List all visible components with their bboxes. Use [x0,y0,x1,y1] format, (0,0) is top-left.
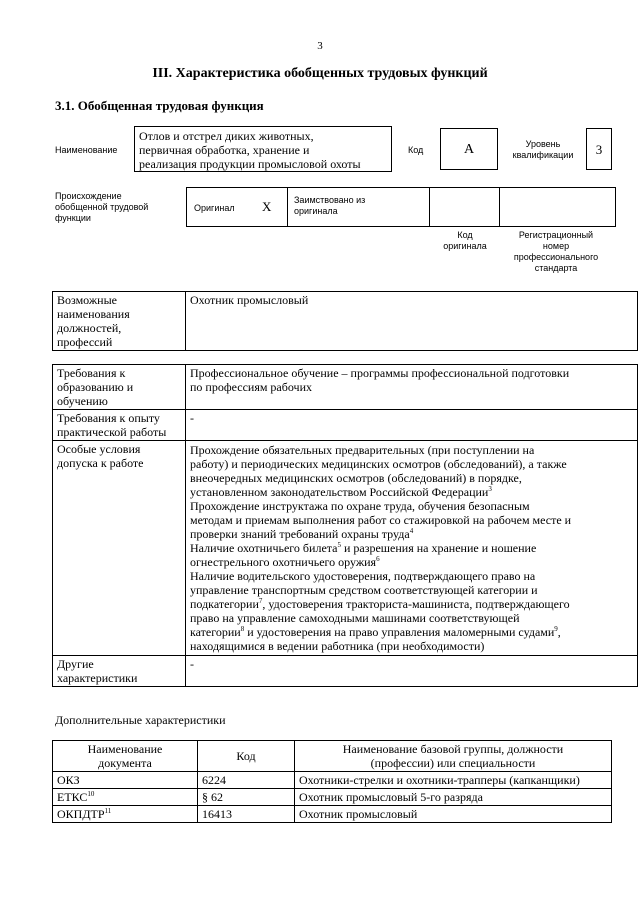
positions-value: Охотник промысловый [186,292,638,351]
level-label: Уровень квалификации [512,139,574,160]
experience-value: - [186,410,638,441]
experience-label: Требования к опыту практической работы [53,410,186,441]
section-title: III. Характеристика обобщенных трудовых функций [152,66,488,81]
header-document: Наименование документа [53,741,198,772]
footnote-ref: 5 [337,541,341,549]
doc-cell: ОКПДТР$^{11}$ [53,806,198,823]
function-name-line: реализация продукции промысловой охоты [139,157,361,171]
code-value: А [440,128,498,170]
function-name-line: первичная обработка, хранение и [139,143,310,157]
footnote-ref: 7 [258,597,263,605]
original-mark: Х [262,199,272,214]
footnote-ref: 9 [554,625,558,633]
code-cell: § 62 [198,789,295,806]
footnote-ref: 8 [240,625,245,633]
origin-grid [186,187,616,227]
subsection-title: 3.1. Обобщенная трудовая функция [55,98,264,113]
origin-label: Происхождение обобщенной трудовой функции [55,191,149,223]
page-number: 3 [317,40,323,52]
other-value: - [186,656,638,687]
function-name-line: Отлов и отстрел диких животных, [139,129,314,143]
name-cell: Охотники-стрелки и охотники-траппеpы (капканщики) [295,772,612,789]
borrowed-label: Заимствовано из оригинала [294,195,366,216]
education-value: Профессиональное обучение – программы профессиональной подготовки по профессиям рабочих [186,365,638,410]
reg-number-caption: Регистрационный номер профессионального стандарта [513,230,599,273]
footnote-ref: 4 [409,527,414,535]
education-label: Требования к образованию и обучению [53,365,186,410]
other-label: Другие характеристики [53,656,186,687]
original-label: Оригинал [194,203,235,213]
footnote-ref: 6 [376,555,380,563]
table-row [53,806,612,823]
table-row [53,772,612,789]
table-row [53,789,612,806]
code-cell: 6224 [198,772,295,789]
function-name-box [134,126,392,172]
code-label: Код [408,145,424,155]
special-conditions: Прохождение обязательных предварительных (при поступлении на работу) и периодических медицинских осмотров (обследований), а также внеочередных медицинских осмотров (обследований) в порядке, установленном законодательством Российской Федерации$^3$ Прохождение инструктажа по охране труда, обучения безопасным методам и приемам выполнения работ со стажировкой на рабочем месте и проверки знаний требований охраны труда$^4$ Наличие охотничьего билета$^5$ и разрешения на хранение и ношение огнестрельного охотничьего оружия$^6$ Наличие водительского удостоверения, подтверждающего право на управление транспортным средством соответствующей категории и подкатегории$^7$, удостоверения тракториста-машиниста, подтверждающего право на управление самоходными машинами соответствующей категории$^8$ и удостоверения на право управления маломерными судами$^9$, находящимися в ведении работника (при необходимости) [186,441,638,656]
code-original-caption: Код оригинала [443,230,487,251]
additional-table [52,740,612,823]
code-cell: 16413 [198,806,295,823]
doc-cell: ЕТКС$^{10}$ [53,789,198,806]
header-code: Код [198,741,295,772]
name-cell: Охотник промысловый [295,806,612,823]
footnote-ref: 3 [488,485,492,493]
level-value: 3 [586,128,612,170]
special-label: Особые условия допуска к работе [53,441,186,656]
positions-label: Возможные наименования должностей, профессий [53,292,186,351]
header-group-name: Наименование базовой группы, должности (профессии) или специальности [295,741,612,772]
name-label: Наименование [55,145,118,155]
additional-title: Дополнительные характеристики [55,713,226,727]
doc-cell: ОКЗ [53,772,198,789]
name-cell: Охотник промысловый 5-го разряда [295,789,612,806]
requirements-table [52,364,638,687]
positions-table [52,291,638,351]
